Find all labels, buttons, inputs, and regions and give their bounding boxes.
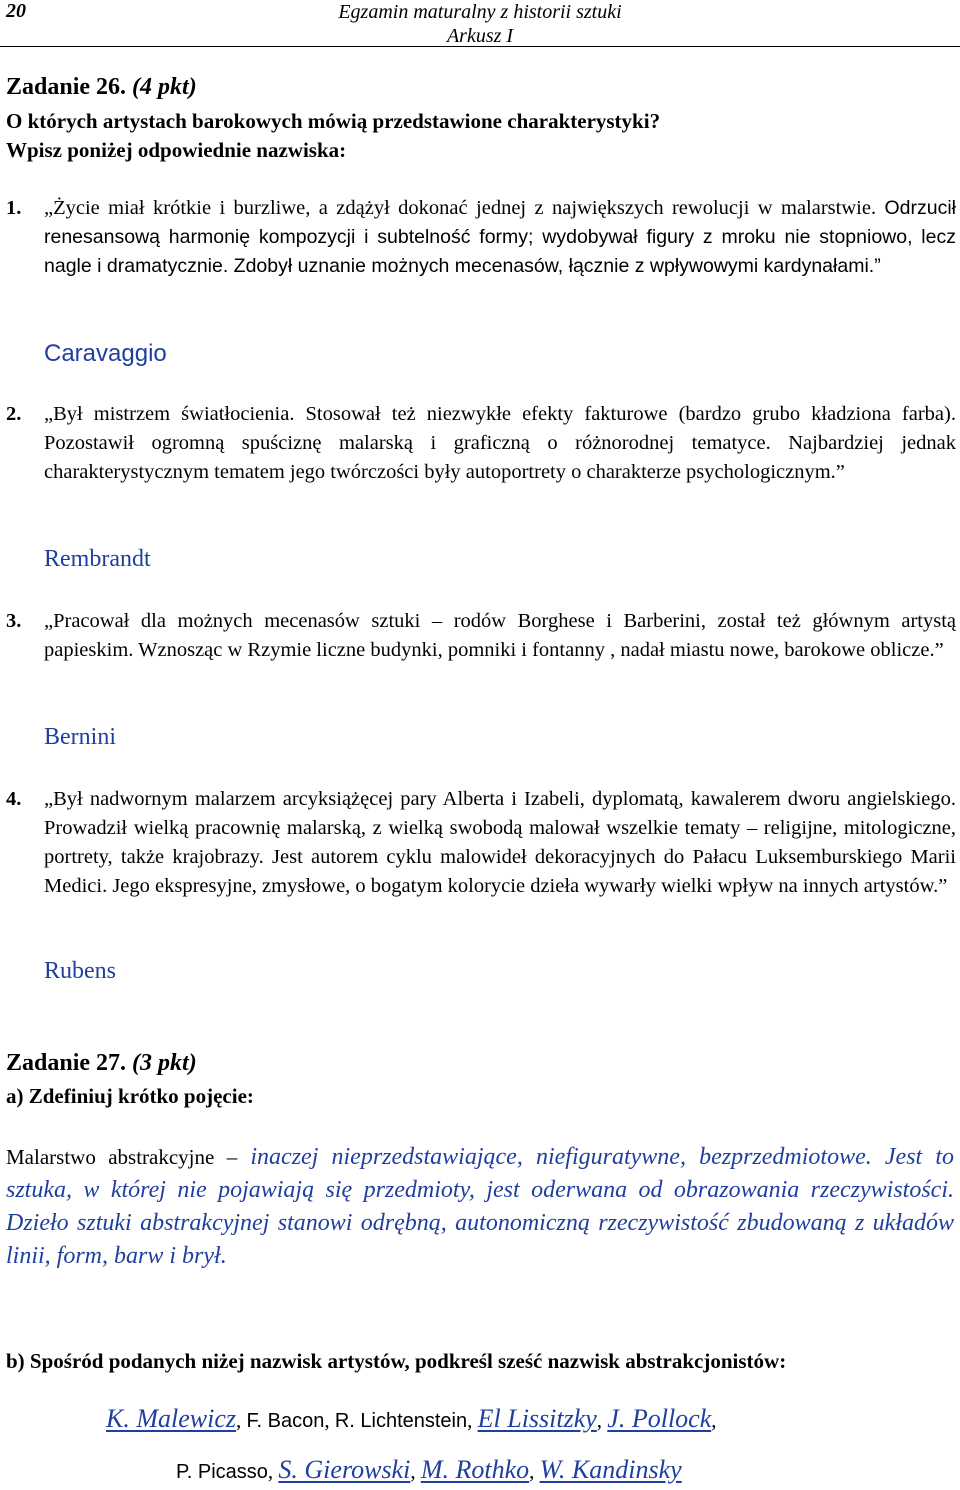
page-number: 20 — [6, 0, 26, 22]
artist-pollock[interactable]: J. Pollock — [607, 1404, 712, 1433]
item-4-text: „Był nadwornym malarzem arcyksiążęcej pary Alberta i Izabeli, dyplomatą, kawalerem dworu angielskiego. Prowadził wielką pracownię malarską, z wielką swobodą malował wszelkie tematy – religijne, mitologiczne, portrety, także krajobrazy. Jest autorem cyklu malowideł dekoracyjnych do Pałacu Luksemburskiego Marii Medici. Jego ekspresyjne, zmysłowe, o bogatym kolorycie dzieła wywarły wielki wpływ na innych artystów.” — [44, 788, 956, 897]
item-4-number: 4. — [6, 788, 22, 810]
page-header-title — [0, 0, 960, 48]
artist-row-2: P. Picasso, S. Gierowski, M. Rothko, W. Kandinsky — [176, 1455, 682, 1484]
task-26-points: (4 pkt) — [132, 74, 197, 100]
task-26-answer-2: Rembrandt — [44, 546, 151, 572]
header-title-line2: Arkusz I — [446, 25, 514, 47]
item-2-number: 2. — [6, 403, 22, 425]
item-3-text: „Pracował dla możnych mecenasów sztuki – rodów Borghese i Barberini, został też głównym artystą papieskim. Wznosząc w Rzymie liczne budynki, pomniki i fontanny , nadał miastu nowe, barokowe oblicze.” — [44, 610, 956, 661]
task-27-title — [6, 1050, 197, 1077]
task-26-question-line2: Wpisz poniżej odpowiednie nazwiska: — [6, 138, 347, 162]
task-27-points: (3 pkt) — [132, 1050, 197, 1076]
item-3-number: 3. — [6, 610, 22, 632]
definition-answer: inaczej nieprzedstawiające, niefiguratywne, bezprzedmiotowe. Jest to sztuka, w której nie pojawiają się przedmioty, jest oderwana od obrazowania rzeczywistości. Dzieło sztuki abstrakcyjnej stanowi odrębną, autonomiczną rzeczywistość zbudowaną z układów linii, form, barw i brył. — [6, 1144, 955, 1269]
task-27-part-b-label: b) Spośród podanych niżej nazwisk artystów, podkreśl sześć nazwisk abstrakcjonistów: — [6, 1349, 787, 1373]
artist-malewicz[interactable]: K. Malewicz — [106, 1404, 236, 1433]
artist-row-1: K. Malewicz, F. Bacon, R. Lichtenstein, El Lissitzky, J. Pollock, — [106, 1404, 717, 1433]
task-26-item-2 — [6, 400, 956, 487]
task-26-answer-4: Rubens — [44, 958, 116, 984]
header-divider — [0, 46, 960, 47]
artist-bacon[interactable]: F. Bacon — [246, 1410, 325, 1432]
task-26-question-line1: O których artystach barokowych mówią przedstawione charakterystyki? — [6, 109, 661, 133]
item-1-text-a: „Życie miał krótkie i burzliwe, a zdążył dokonać jednej z największych rewolucji w malarstwie. — [44, 197, 885, 219]
task-26-answer-1: Caravaggio — [44, 340, 167, 367]
task-27-part-a-label: a) Zdefiniuj krótko pojęcie: — [6, 1084, 254, 1108]
task-27-definition — [6, 1141, 954, 1273]
task-26-number: Zadanie 26. — [6, 74, 127, 100]
task-27-number: Zadanie 27. — [6, 1050, 127, 1076]
task-26-title — [6, 74, 197, 101]
artist-lichtenstein[interactable]: R. Lichtenstein — [334, 1410, 468, 1432]
item-2-text-b: Stosował też niezwykłe efekty fakturowe (bardzo grubo kładziona farba). Pozostawił ogromną spuściznę malarską i graficzną o różnorodnej tematyce. Najbardziej jednak charakterystycznym tematem jego twórczości były autoportrety o charakterze psychologicznym.” — [44, 403, 956, 483]
artist-picasso[interactable]: P. Picasso — [176, 1461, 268, 1483]
artist-kandinsky[interactable]: W. Kandinsky — [539, 1455, 682, 1484]
item-2-text-a: „Był mistrzem światłocienia. — [44, 403, 306, 425]
artist-rothko[interactable]: M. Rothko — [420, 1455, 530, 1484]
definition-term: Malarstwo abstrakcyjne – — [6, 1145, 238, 1169]
task-26-item-1 — [6, 194, 956, 281]
artist-gierowski[interactable]: S. Gierowski — [278, 1455, 411, 1484]
header-title-line1: Egzamin maturalny z historii sztuki — [338, 1, 622, 23]
item-1-number: 1. — [6, 197, 22, 219]
item-1-text-b: Odrzucił renesansową harmonię kompozycji i subtelność formy; wydobywał figury z mroku nie stopniowo, lecz nagle i dramatycznie. Zdobył uznanie możnych mecenasów, łącznie z wpływowymi kardynałami.” — [44, 197, 956, 277]
artist-lissitzky[interactable]: El Lissitzky — [477, 1404, 597, 1433]
task-26-item-4 — [6, 785, 956, 901]
task-26-item-3 — [6, 607, 956, 665]
task-26-answer-3: Bernini — [44, 724, 116, 750]
